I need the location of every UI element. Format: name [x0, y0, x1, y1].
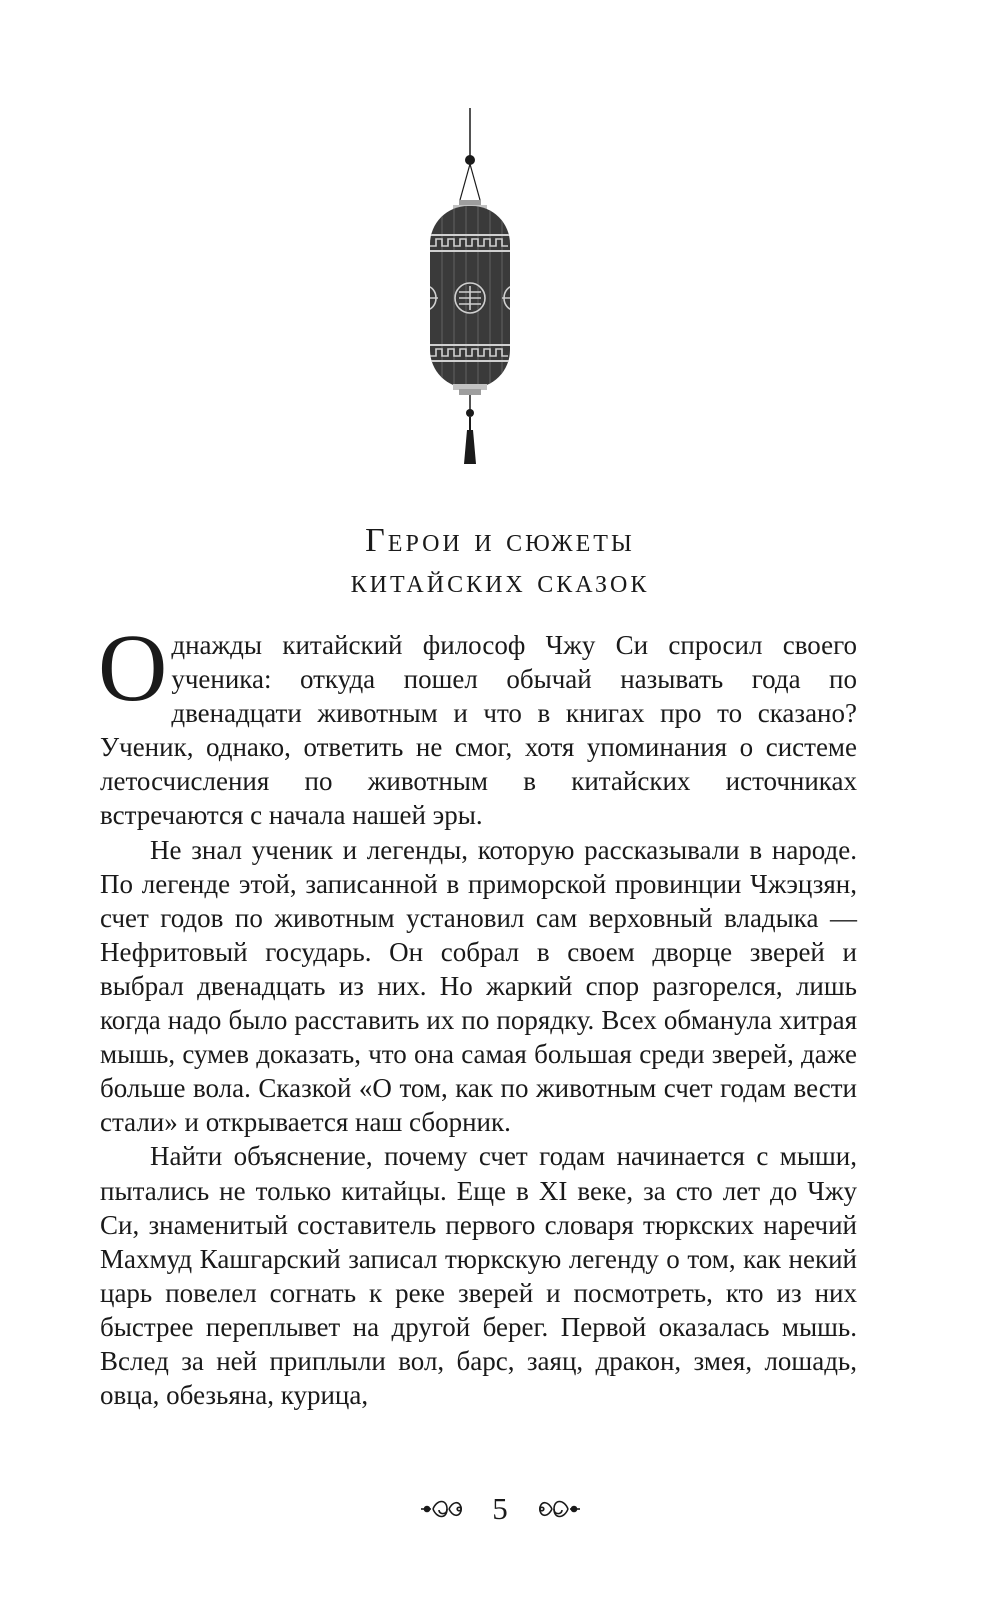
swirl-ornament-icon [419, 1496, 465, 1522]
page-number: 5 [492, 1490, 508, 1526]
paragraph-2: Не знал ученик и легенды, которую рассказывали в народе. По легенде этой, записанной в приморской провинции Чжэцзян, счет годов по животным установил сам верховный владыка — Нефритовый государь. Он собрал в своем дворце зверей и выбрал двенадцать из них. Но жаркий спор разгорелся, лишь когда надо было расставить их по порядку. Всех обманула хитрая мышь, сумев доказать, что она самая большая среди зверей, даже больше вола. Сказкой «О том, как по животным счет годам вести стали» и открывается наш сборник. [100, 834, 857, 1138]
paragraph-1 [98, 614, 857, 833]
body-text [98, 614, 857, 1412]
paragraph-3: Найти объяснение, почему счет годам начинается с мыши, пытались не только китайцы. Еще в XI веке, за сто лет до Чжу Си, знаменитый составитель первого словаря тюркских наречий Махмуд Кашгарский записал тюркскую легенду о том, как некий царь повелел согнать к реке зверей и посмотреть, кто из них быстрее переплывет на другой берег. Первой оказалась мышь. Вслед за ней приплыли вол, барс, заяц, дракон, змея, лошадь, овца, обезьяна, курица, [100, 1141, 857, 1411]
chapter-title-line-2: китайских сказок [350, 563, 650, 600]
chapter-title-line-1: Герои и сюжеты [365, 522, 635, 559]
lantern-illustration [420, 108, 520, 483]
paragraph-1-text: днажды китайский философ Чжу Си спросил своего ученика: откуда пошел обычай называть года по двенадцати животным и что в книгах про то сказано? Ученик, однако, ответить не смог, хотя упоминания о системе летосчисления по животным в китайских источниках встречаются с начала нашей эры. [100, 630, 857, 831]
drop-cap: О [98, 614, 168, 721]
swirl-ornament-icon [536, 1496, 582, 1522]
page-footer [0, 1488, 1000, 1527]
